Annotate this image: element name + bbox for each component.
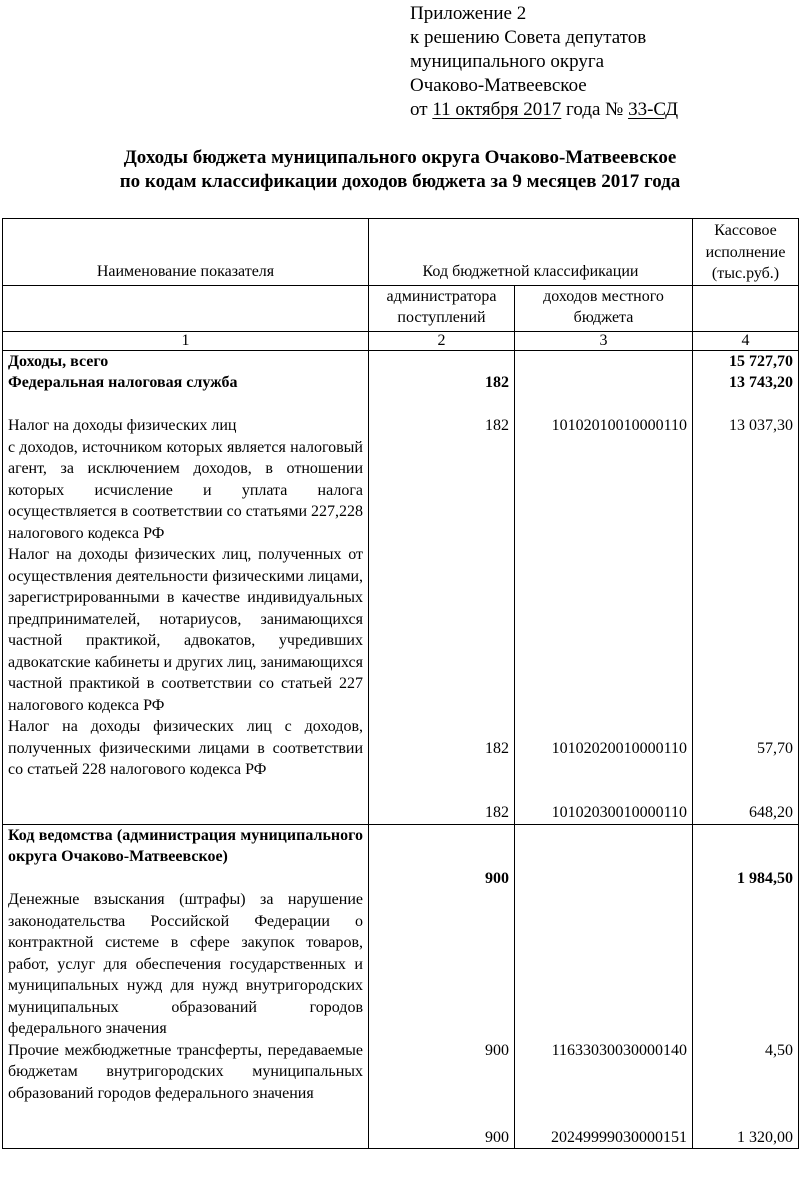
r4-admin-code: 900 (485, 1042, 509, 1059)
column-numbers-row (3, 331, 799, 350)
row-amount-cell (693, 824, 799, 1149)
subheader-income: доходов местного бюджета (515, 285, 693, 331)
subheader-row (3, 285, 799, 331)
header-row (3, 219, 799, 286)
row-name-cell (3, 824, 369, 1149)
admin-dept-amount: 1 984,50 (737, 869, 794, 887)
row-income-cell (515, 824, 693, 1149)
income-table (2, 218, 799, 1149)
column-number: 2 (369, 331, 515, 350)
r5-description: Прочие межбюджетные трансферты, передаваемые бюджетам внутригородских муниципальных образований городов федерального значения (8, 1041, 363, 1102)
decision-date: 11 октября 2017 (432, 99, 562, 120)
r5-income-code: 20249999030000151 (551, 1128, 688, 1146)
column-number: 3 (515, 331, 693, 350)
r4-amount: 4,50 (765, 1042, 794, 1059)
appendix-date-line (410, 98, 678, 122)
r2-amount: 57,70 (757, 739, 794, 757)
row-name-cell (3, 350, 369, 824)
row-admin-cell (369, 824, 515, 1149)
appendix-block (410, 2, 678, 122)
column-number: 1 (3, 331, 369, 350)
r3-amount: 648,20 (749, 804, 794, 821)
header-code: Код бюджетной классификации (369, 219, 693, 286)
row-income-cell (515, 350, 693, 824)
r2-admin-code: 182 (485, 739, 509, 757)
total-amount: 15 727,70 (729, 352, 794, 370)
column-number: 4 (693, 331, 799, 350)
appendix-line: Очаково-Матвеевское (410, 75, 587, 96)
row-amount-cell (693, 350, 799, 824)
year-word: года № (561, 99, 629, 120)
document-title (0, 146, 800, 194)
header-name: Наименование показателя (3, 219, 369, 286)
r4-description: Денежные взыскания (штрафы) за нарушение законодательства Российской Федерации о контрактной системе в сфере закупок товаров, работ, услуг для обеспечения государственных и муниципальных нужд для нужд внутригородских муниципальных образований городов федерального значения (8, 891, 363, 1037)
r2-income-code: 10102020010000110 (551, 739, 688, 757)
fns-admin-code: 182 (485, 374, 509, 391)
admin-dept-label: Код ведомства (администрация муниципального округа Очаково-Матвеевское) (8, 826, 363, 865)
subheader-empty (693, 285, 799, 331)
date-prefix: от (410, 99, 433, 120)
r1-income-code: 10102010010000110 (551, 417, 688, 434)
r1-admin-code: 182 (485, 417, 509, 434)
total-label: Доходы, всего (8, 352, 109, 370)
r3-description: Налог на доходы физических лиц с доходов, полученных физическими лицами в соответствии со статьей 228 налогового кодекса РФ (8, 718, 363, 778)
admin-dept-code: 900 (485, 869, 509, 887)
r1-description: с доходов, источником которых является налоговый агент, за исключением доходов, в отношении которых исчисление и уплата налога осуществляется в соответствии со статьями 227,228 налогового кодекса РФ (8, 438, 364, 542)
r1-amount: 13 037,30 (729, 417, 794, 434)
r3-admin-code: 182 (485, 804, 509, 821)
r5-admin-code: 900 (485, 1128, 509, 1146)
row-admin-cell (369, 350, 515, 824)
appendix-line: муниципального округа (410, 51, 605, 72)
table-row (3, 350, 799, 824)
subheader-empty (3, 285, 369, 331)
fns-label: Федеральная налоговая служба (8, 374, 238, 391)
header-amount: Кассовое исполнение (тыс.руб.) (693, 219, 799, 286)
decision-number: 33-СД (628, 99, 679, 120)
r4-income-code: 11633030030000140 (551, 1042, 688, 1059)
appendix-line: Приложение 2 (410, 3, 527, 24)
title-line: Доходы бюджета муниципального округа Очаково-Матвеевское (123, 147, 677, 168)
r1-title: Налог на доходы физических лиц (8, 417, 237, 434)
r3-income-code: 10102030010000110 (551, 804, 688, 821)
r2-description: Налог на доходы физических лиц, полученных от осуществления деятельности физическими лицами, зарегистрированными в качестве индивидуальных предпринимателей, нотариусов, занимающихся частной практикой, адвокатов, учредивших адвокатские кабинеты и других лиц, занимающихся частной практикой в соответствии со статьей 227 налогового кодекса РФ (8, 546, 363, 714)
fns-amount: 13 743,20 (729, 374, 794, 391)
r5-amount: 1 320,00 (737, 1128, 794, 1146)
title-line: по кодам классификации доходов бюджета за 9 месяцев 2017 года (119, 171, 681, 192)
table-row (3, 824, 799, 1149)
appendix-line: к решению Совета депутатов (410, 27, 647, 48)
subheader-admin: администратора поступлений (369, 285, 515, 331)
